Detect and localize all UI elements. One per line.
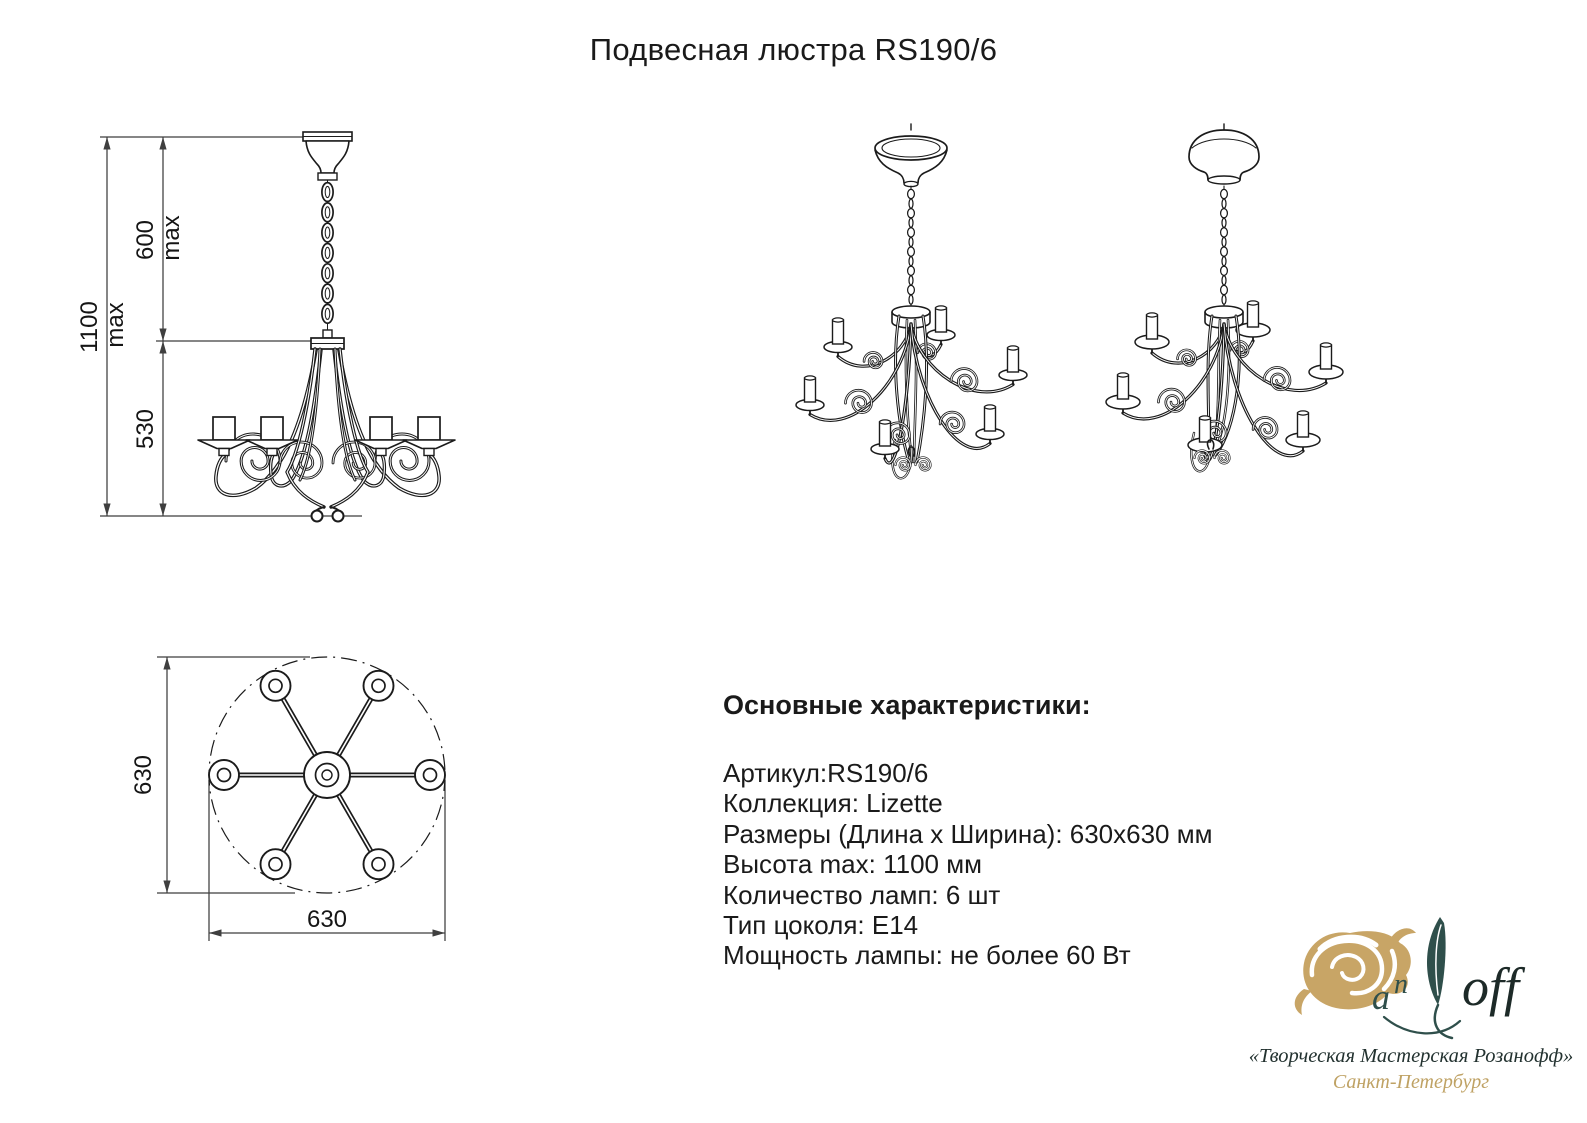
front-view-chandelier [198,132,455,522]
logo-script-a: a [1372,977,1390,1017]
page-title: Подвесная люстра RS190/6 [589,32,998,67]
perspective-chandelier-1 [796,124,1027,478]
specs-heading: Основные характеристики: [723,690,1091,720]
dim-chain-height: 600 [132,219,159,261]
spec-line-height: Высота max: 1100 мм [723,849,982,880]
dimension-labels [76,215,185,449]
top-view-chandelier [209,657,445,893]
spec-line-size: Размеры (Длина х Ширина): 630х630 мм [723,818,1213,849]
dimension-arrows [163,657,445,937]
spec-line-socket: Тип цоколя: E14 [723,910,919,941]
perspective-chandelier-2 [1106,124,1343,471]
perspective-view-1 [770,110,1060,520]
dim-plan-width: 630 [306,906,348,933]
front-view-drawing [75,100,475,540]
dim-total-height-suffix: max [102,302,129,348]
top-view-drawing [125,610,475,960]
spec-line-lamp-count: Количество ламп: 6 шт [723,879,1001,910]
dim-total-height: 1100 [76,301,103,353]
rose-logo-icon [1290,905,1540,1045]
dimension-lines [157,657,445,941]
perspective-view-2 [1080,110,1370,520]
logo-studio-name: «Творческая Мастерская Розанофф» [1248,1045,1574,1067]
logo-script-n: n [1394,969,1408,1000]
spec-line-collection: Коллекция: Lizette [723,788,943,819]
dim-chain-height-suffix: max [158,215,185,261]
logo-city: Санкт-Петербург [1332,1071,1490,1093]
specs-block [723,690,1243,971]
spec-line-wattage: Мощность лампы: не более 60 Вт [723,940,1131,971]
spec-line-article: Артикул:RS190/6 [723,758,929,788]
logo-script-off: off [1462,957,1520,1017]
dim-plan-height: 630 [130,754,157,796]
dim-body-height: 530 [132,408,159,450]
